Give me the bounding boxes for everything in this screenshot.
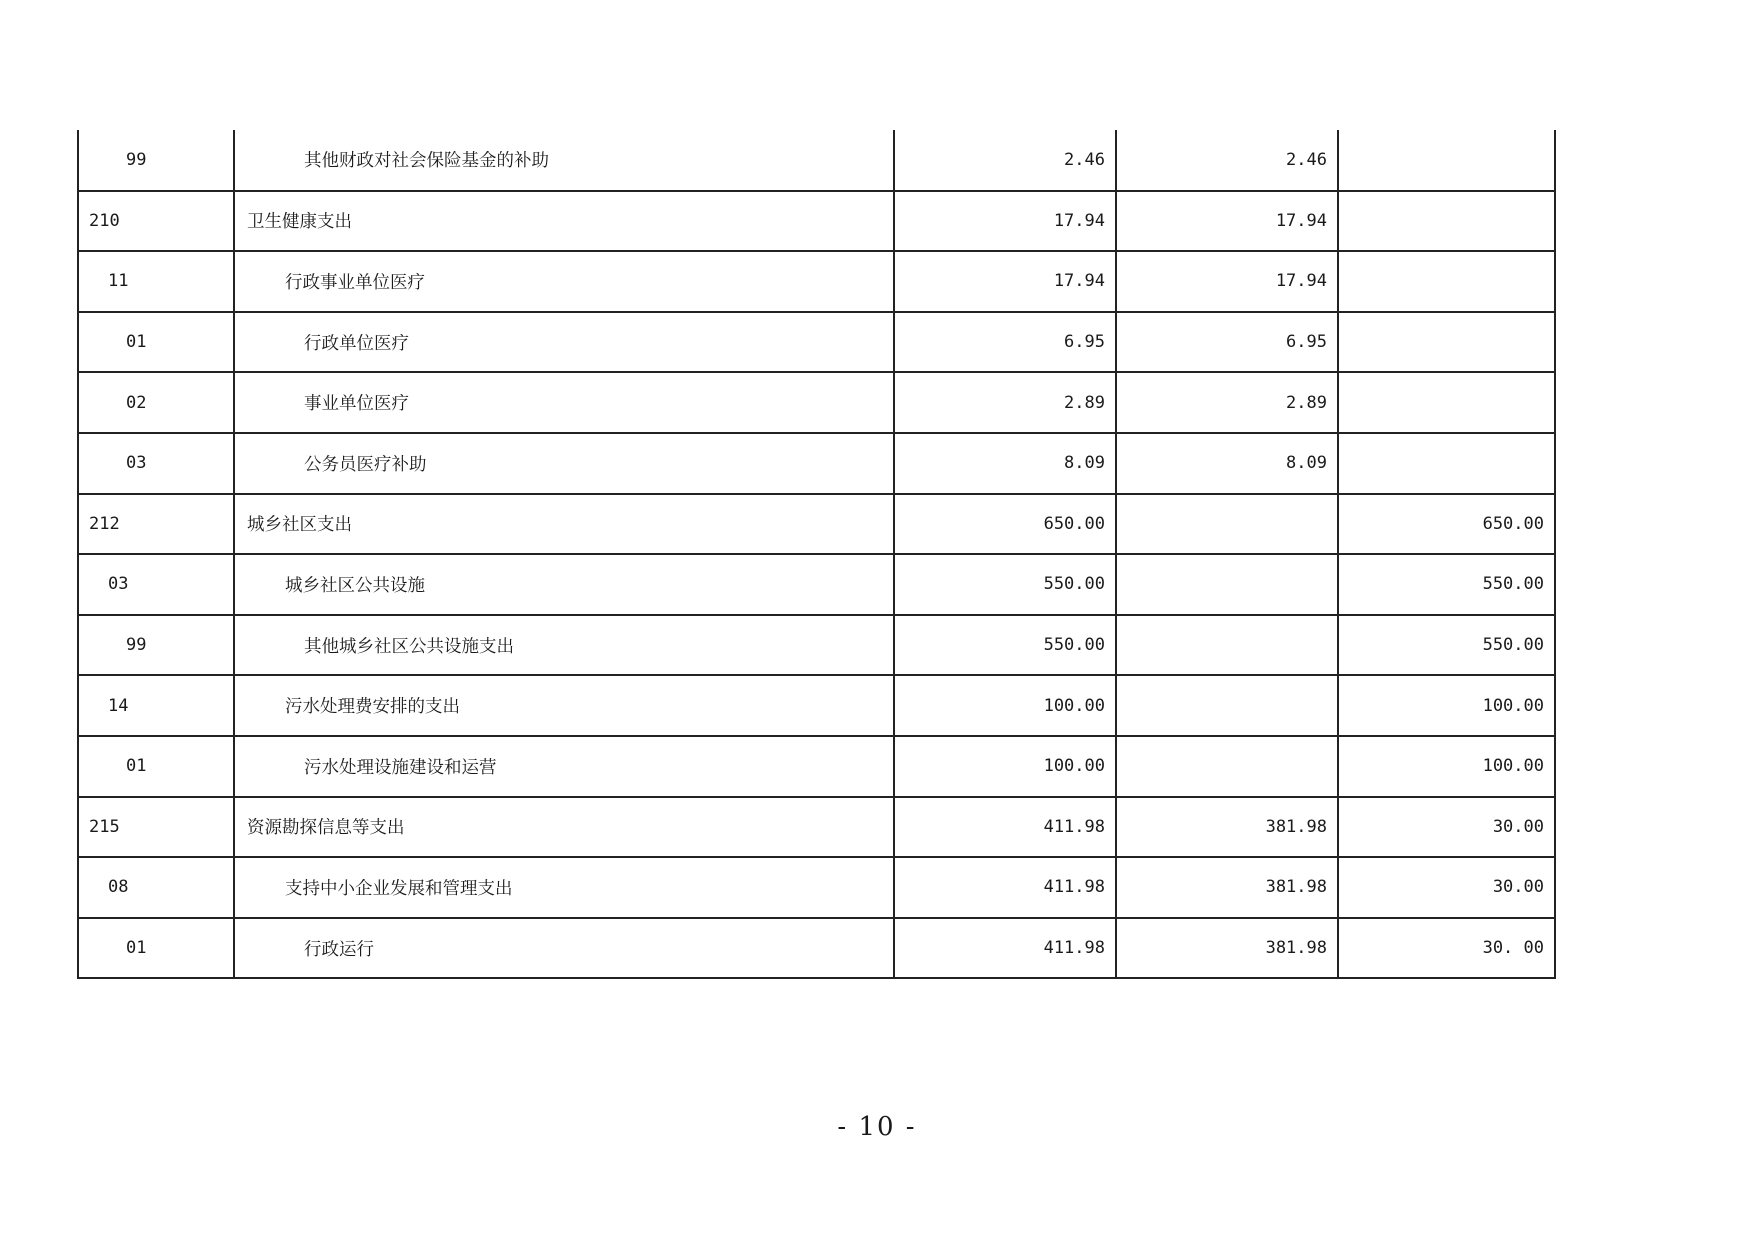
- row-total-cell: 2.46: [894, 130, 1116, 191]
- table-row: [78, 857, 1555, 918]
- row-code-cell: 210: [78, 191, 234, 252]
- row-project-cell: 550.00: [1338, 615, 1555, 676]
- row-code-cell: 14: [78, 675, 234, 736]
- row-basic-cell: [1116, 494, 1338, 555]
- row-code-cell: 215: [78, 797, 234, 858]
- row-basic-cell: 2.89: [1116, 372, 1338, 433]
- row-basic-cell: [1116, 615, 1338, 676]
- row-code-cell: 212: [78, 494, 234, 555]
- row-basic-cell: 381.98: [1116, 918, 1338, 979]
- row-code-cell: 01: [78, 312, 234, 373]
- table-row: [78, 615, 1555, 676]
- row-name-cell: 行政单位医疗: [234, 312, 894, 373]
- row-project-cell: 30. 00: [1338, 918, 1555, 979]
- table-row: [78, 372, 1555, 433]
- row-project-cell: [1338, 191, 1555, 252]
- row-code-cell: 01: [78, 918, 234, 979]
- row-code-cell: 02: [78, 372, 234, 433]
- row-code-cell: 03: [78, 433, 234, 494]
- row-name-cell: 污水处理设施建设和运营: [234, 736, 894, 797]
- row-basic-cell: 6.95: [1116, 312, 1338, 373]
- table-row: [78, 554, 1555, 615]
- row-total-cell: 411.98: [894, 918, 1116, 979]
- row-name-cell: 其他财政对社会保险基金的补助: [234, 130, 894, 191]
- row-project-cell: 30.00: [1338, 857, 1555, 918]
- row-project-cell: 550.00: [1338, 554, 1555, 615]
- budget-expenditure-table: [77, 130, 1556, 979]
- row-basic-cell: 2.46: [1116, 130, 1338, 191]
- row-project-cell: [1338, 312, 1555, 373]
- row-basic-cell: [1116, 554, 1338, 615]
- row-basic-cell: [1116, 675, 1338, 736]
- row-project-cell: 30.00: [1338, 797, 1555, 858]
- row-name-cell: 资源勘探信息等支出: [234, 797, 894, 858]
- row-project-cell: [1338, 130, 1555, 191]
- row-total-cell: 6.95: [894, 312, 1116, 373]
- table-row: [78, 797, 1555, 858]
- table-row: [78, 191, 1555, 252]
- row-name-cell: 卫生健康支出: [234, 191, 894, 252]
- table-row: [78, 918, 1555, 979]
- row-code-cell: 08: [78, 857, 234, 918]
- table-row: [78, 312, 1555, 373]
- table-row: [78, 251, 1555, 312]
- row-total-cell: 17.94: [894, 251, 1116, 312]
- table-row: [78, 675, 1555, 736]
- table-row: [78, 130, 1555, 191]
- row-code-cell: 11: [78, 251, 234, 312]
- table-body: [78, 130, 1555, 978]
- row-project-cell: 100.00: [1338, 736, 1555, 797]
- row-name-cell: 事业单位医疗: [234, 372, 894, 433]
- row-total-cell: 550.00: [894, 554, 1116, 615]
- row-basic-cell: 381.98: [1116, 797, 1338, 858]
- table-row: [78, 736, 1555, 797]
- row-code-cell: 99: [78, 615, 234, 676]
- row-total-cell: 2.89: [894, 372, 1116, 433]
- row-name-cell: 行政运行: [234, 918, 894, 979]
- row-code-cell: 99: [78, 130, 234, 191]
- row-name-cell: 其他城乡社区公共设施支出: [234, 615, 894, 676]
- row-project-cell: 650.00: [1338, 494, 1555, 555]
- row-total-cell: 17.94: [894, 191, 1116, 252]
- row-basic-cell: 381.98: [1116, 857, 1338, 918]
- row-project-cell: [1338, 372, 1555, 433]
- row-total-cell: 411.98: [894, 797, 1116, 858]
- row-project-cell: [1338, 251, 1555, 312]
- row-project-cell: [1338, 433, 1555, 494]
- row-code-cell: 03: [78, 554, 234, 615]
- row-basic-cell: 17.94: [1116, 251, 1338, 312]
- table-row: [78, 494, 1555, 555]
- row-total-cell: 411.98: [894, 857, 1116, 918]
- row-total-cell: 550.00: [894, 615, 1116, 676]
- row-total-cell: 100.00: [894, 675, 1116, 736]
- row-basic-cell: 17.94: [1116, 191, 1338, 252]
- row-total-cell: 650.00: [894, 494, 1116, 555]
- row-total-cell: 100.00: [894, 736, 1116, 797]
- row-name-cell: 城乡社区支出: [234, 494, 894, 555]
- row-name-cell: 污水处理费安排的支出: [234, 675, 894, 736]
- row-basic-cell: 8.09: [1116, 433, 1338, 494]
- row-project-cell: 100.00: [1338, 675, 1555, 736]
- row-name-cell: 公务员医疗补助: [234, 433, 894, 494]
- row-name-cell: 支持中小企业发展和管理支出: [234, 857, 894, 918]
- table-row: [78, 433, 1555, 494]
- page-number: - 10 -: [837, 1112, 917, 1142]
- row-basic-cell: [1116, 736, 1338, 797]
- row-code-cell: 01: [78, 736, 234, 797]
- row-total-cell: 8.09: [894, 433, 1116, 494]
- row-name-cell: 行政事业单位医疗: [234, 251, 894, 312]
- row-name-cell: 城乡社区公共设施: [234, 554, 894, 615]
